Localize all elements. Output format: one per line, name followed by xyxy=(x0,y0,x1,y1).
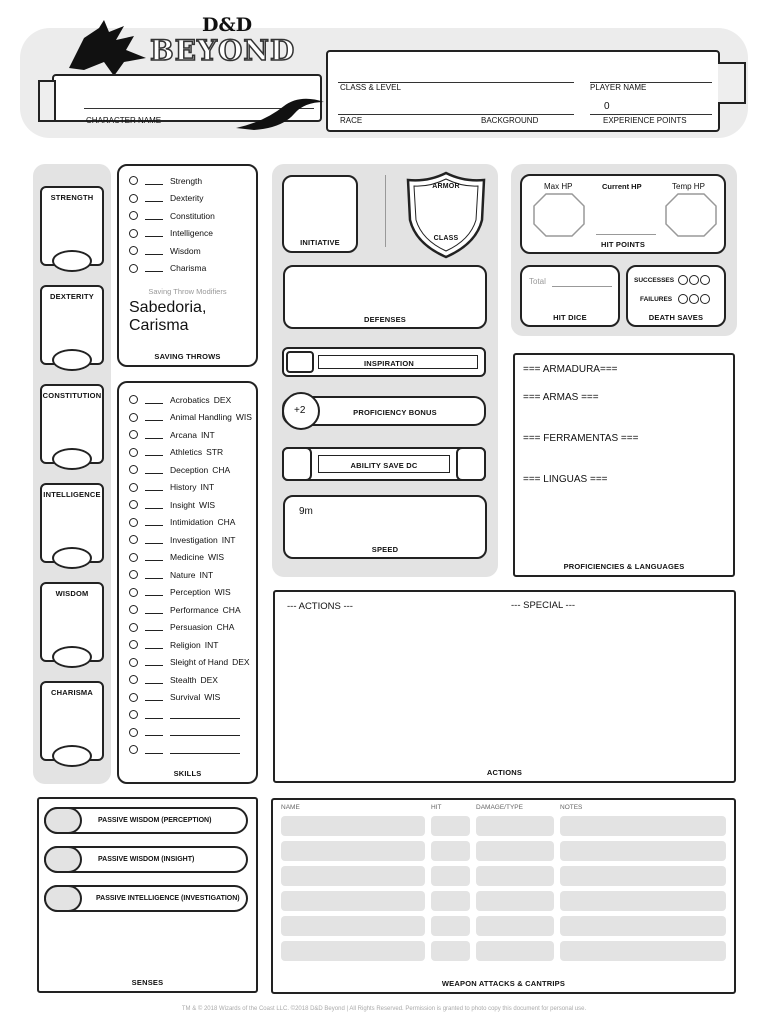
ability-constitution[interactable]: CONSTITUTION xyxy=(40,384,104,464)
player-name-label: PLAYER NAME xyxy=(590,83,647,92)
saving-throws-box xyxy=(117,164,258,367)
skill-ability: WIS xyxy=(214,587,231,598)
skill-ability: CHA xyxy=(216,622,235,633)
skill-ability: WIS xyxy=(208,552,225,563)
skill-row[interactable] xyxy=(129,479,256,497)
class-level-label: CLASS & LEVEL xyxy=(340,83,401,92)
prof-tools: === FERRAMENTAS === xyxy=(523,433,639,444)
skill-ability: STR xyxy=(206,447,224,458)
skill-ability: DEX xyxy=(213,394,232,405)
skill-name: Persuasion xyxy=(170,622,213,633)
skill-ability: INT xyxy=(200,429,215,440)
defenses-box[interactable]: DEFENSES xyxy=(283,265,487,329)
initiative-box[interactable]: INITIATIVE xyxy=(282,175,358,253)
proficiency-circle-icon[interactable] xyxy=(129,176,138,185)
skill-name: Perception xyxy=(170,587,211,598)
race-label: RACE xyxy=(340,116,363,125)
proficiency-circle-icon[interactable] xyxy=(129,640,138,649)
skill-name: Deception xyxy=(170,464,209,475)
prof-armor: === ARMADURA=== xyxy=(523,364,618,375)
skills-list xyxy=(129,391,256,706)
proficiency-circle-icon[interactable] xyxy=(129,745,138,754)
ability-strength[interactable]: STRENGTH xyxy=(40,186,104,266)
weapon-row[interactable] xyxy=(281,916,726,936)
skill-name: Performance xyxy=(170,604,219,615)
ability-charisma[interactable]: CHARISMA xyxy=(40,681,104,761)
passive-investigation[interactable]: PASSIVE INTELLIGENCE (INVESTIGATION) xyxy=(44,885,248,912)
ability-modifier[interactable] xyxy=(52,745,92,767)
race-field[interactable] xyxy=(338,114,574,115)
skill-ability: CHA xyxy=(222,604,241,615)
passive-perception[interactable]: PASSIVE WISDOM (PERCEPTION) xyxy=(44,807,248,834)
player-name-value: 0 xyxy=(604,101,610,112)
ability-modifier[interactable] xyxy=(52,547,92,569)
skill-name: Insight xyxy=(170,499,196,510)
proficiency-circle-icon[interactable] xyxy=(129,535,138,544)
saving-throw-row[interactable]: Strength xyxy=(129,172,256,190)
skill-ability: INT xyxy=(221,534,236,545)
background-label: BACKGROUND xyxy=(481,116,539,125)
weapon-attacks-box: NAME HIT DAMAGE/TYPE NOTES WEAPON ATTACKS & CANTRIPS xyxy=(271,798,736,994)
skill-ability: DEX xyxy=(200,674,218,685)
proficiency-circle-icon[interactable] xyxy=(129,246,138,255)
inspiration-field[interactable]: INSPIRATION xyxy=(282,347,486,377)
ability-modifier[interactable] xyxy=(52,349,92,371)
passive-insight[interactable]: PASSIVE WISDOM (INSIGHT) xyxy=(44,846,248,873)
ability-intelligence[interactable]: INTELLIGENCE xyxy=(40,483,104,563)
speed-box[interactable]: 9m SPEED xyxy=(283,495,487,559)
actions-box[interactable]: --- ACTIONS --- --- SPECIAL --- ACTIONS xyxy=(273,590,736,783)
skill-name: Stealth xyxy=(170,674,197,685)
skill-ability: CHA xyxy=(212,464,231,475)
header-right-tab xyxy=(718,62,746,104)
skill-row[interactable] xyxy=(129,409,256,427)
skill-row[interactable] xyxy=(129,391,256,409)
skill-row[interactable] xyxy=(129,549,256,567)
proficiency-circle-icon[interactable] xyxy=(129,500,138,509)
success-checkboxes[interactable] xyxy=(678,275,710,285)
ability-modifier[interactable] xyxy=(52,646,92,668)
xp-field[interactable] xyxy=(590,114,712,115)
proficiency-circle-icon[interactable] xyxy=(129,518,138,527)
skill-row[interactable] xyxy=(129,531,256,549)
proficiency-circle-icon[interactable] xyxy=(129,675,138,684)
skill-ability: WIS xyxy=(204,692,221,703)
saving-throw-row[interactable]: Intelligence xyxy=(129,225,256,243)
skill-row[interactable] xyxy=(129,619,256,637)
skill-row-blank[interactable] xyxy=(129,724,256,742)
skill-ability: WIS xyxy=(199,499,216,510)
skill-row[interactable] xyxy=(129,689,256,707)
skill-name: Athletics xyxy=(170,447,203,458)
proficiency-circle-icon[interactable] xyxy=(129,623,138,632)
proficiency-circle-icon[interactable] xyxy=(129,693,138,702)
proficiency-circle-icon[interactable] xyxy=(129,211,138,220)
xp-label: EXPERIENCE POINTS xyxy=(603,116,687,125)
divider xyxy=(385,175,386,247)
skill-ability: WIS xyxy=(235,412,252,423)
skill-ability: INT xyxy=(199,569,214,580)
skill-name: Medicine xyxy=(170,552,205,563)
saving-throw-modifiers-value[interactable]: Sabedoria, Carisma xyxy=(129,299,207,334)
skill-row[interactable] xyxy=(129,584,256,602)
proficiency-circle-icon[interactable] xyxy=(129,588,138,597)
temp-hp-octagon-icon[interactable] xyxy=(664,192,718,238)
skills-title: SKILLS xyxy=(173,769,202,778)
saving-throw-row[interactable]: Constitution xyxy=(129,207,256,225)
ability-save-dc-field[interactable]: ABILITY SAVE DC xyxy=(282,447,486,481)
footer-copyright: TM & © 2018 Wizards of the Coast LLC. ©2018 D&D Beyond | All Rights Reserved. Permission is granted to photo copy this document for personal use. xyxy=(181,1006,587,1012)
armor-class-label: CLASS xyxy=(433,235,459,242)
proficiencies-box[interactable]: === ARMADURA=== === ARMAS === === FERRAMENTAS === === LINGUAS === PROFICIENCIES & LANGUAGES xyxy=(513,353,735,577)
proficiency-circle-icon[interactable] xyxy=(129,483,138,492)
saving-throw-row[interactable]: Charisma xyxy=(129,260,256,278)
proficiency-circle-icon[interactable] xyxy=(129,553,138,562)
max-hp-octagon-icon[interactable] xyxy=(532,192,586,238)
weapon-row[interactable] xyxy=(281,866,726,886)
saving-throw-row[interactable]: Dexterity xyxy=(129,190,256,208)
proficiency-circle-icon[interactable] xyxy=(129,194,138,203)
weapon-row[interactable] xyxy=(281,891,726,911)
weapon-row[interactable] xyxy=(281,841,726,861)
death-saves-box: SUCCESSES FAILURES DEATH SAVES xyxy=(626,265,726,327)
prof-weapons: === ARMAS === xyxy=(523,392,599,403)
proficiency-bonus-value: +2 xyxy=(294,405,306,416)
skill-row[interactable] xyxy=(129,461,256,479)
proficiency-circle-icon[interactable] xyxy=(129,413,138,422)
skills-box xyxy=(117,381,258,784)
logo-dnd: D&D xyxy=(202,14,253,36)
skill-name: Religion xyxy=(170,639,201,650)
ability-modifier[interactable] xyxy=(52,250,92,272)
actions-header-text: --- ACTIONS --- xyxy=(287,601,353,612)
skill-row[interactable] xyxy=(129,636,256,654)
proficiency-circle-icon[interactable] xyxy=(129,264,138,273)
skill-name: Arcana xyxy=(170,429,197,440)
skill-ability: INT xyxy=(204,639,219,650)
skill-row[interactable] xyxy=(129,654,256,672)
skill-name: Survival xyxy=(170,692,201,703)
proficiency-bonus-field[interactable]: +2 PROFICIENCY BONUS xyxy=(282,396,486,426)
skill-row[interactable] xyxy=(129,426,256,444)
skill-name: Investigation xyxy=(170,534,218,545)
failure-checkboxes[interactable] xyxy=(678,294,710,304)
proficiency-circle-icon[interactable] xyxy=(129,710,138,719)
armor-label: ARMOR xyxy=(432,183,460,190)
ability-modifier[interactable] xyxy=(52,448,92,470)
proficiency-circle-icon[interactable] xyxy=(129,465,138,474)
proficiency-circle-icon[interactable] xyxy=(129,570,138,579)
proficiency-circle-icon[interactable] xyxy=(129,430,138,439)
senses-box: SENSES xyxy=(37,797,258,993)
ability-wisdom[interactable]: WISDOM xyxy=(40,582,104,662)
skill-row-blank[interactable] xyxy=(129,706,256,724)
skill-row[interactable] xyxy=(129,514,256,532)
skill-ability: INT xyxy=(200,482,215,493)
proficiency-circle-icon[interactable] xyxy=(129,395,138,404)
prof-languages: === LINGUAS === xyxy=(523,474,608,485)
proficiency-circle-icon[interactable] xyxy=(129,728,138,737)
weapon-row[interactable] xyxy=(281,941,726,961)
logo-beyond: BEYOND xyxy=(150,34,296,67)
skill-row[interactable] xyxy=(129,444,256,462)
ability-dexterity[interactable]: DEXTERITY xyxy=(40,285,104,365)
special-header-text: --- SPECIAL --- xyxy=(511,600,576,611)
skill-row[interactable] xyxy=(129,601,256,619)
character-name-label: CHARACTER NAME xyxy=(86,116,162,125)
skill-row[interactable] xyxy=(129,496,256,514)
saving-throw-row[interactable]: Wisdom xyxy=(129,242,256,260)
skill-name: Animal Handling xyxy=(170,412,232,423)
speed-value: 9m xyxy=(299,506,313,517)
skill-ability: DEX xyxy=(232,657,250,668)
weapon-row[interactable] xyxy=(281,816,726,836)
skill-row[interactable] xyxy=(129,566,256,584)
inspiration-checkbox[interactable] xyxy=(286,351,314,373)
proficiency-circle-icon[interactable] xyxy=(129,448,138,457)
skill-ability: CHA xyxy=(217,517,236,528)
saving-throw-modifiers-label: Saving Throw Modifiers xyxy=(148,287,227,296)
proficiency-circle-icon[interactable] xyxy=(129,605,138,614)
proficiency-circle-icon[interactable] xyxy=(129,229,138,238)
skill-row-blank[interactable] xyxy=(129,741,256,759)
banner-flourish-icon xyxy=(234,92,330,132)
hit-points-box: Max HP Current HP Temp HP HIT POINTS xyxy=(520,174,726,254)
skill-row[interactable] xyxy=(129,671,256,689)
skill-name: Intimidation xyxy=(170,517,214,528)
current-hp-field[interactable] xyxy=(596,234,656,235)
saving-throws-title: SAVING THROWS xyxy=(154,352,221,361)
skill-name: Acrobatics xyxy=(170,394,210,405)
proficiency-circle-icon[interactable] xyxy=(129,658,138,667)
skill-name: History xyxy=(170,482,197,493)
skill-name: Nature xyxy=(170,569,196,580)
hit-dice-box[interactable]: Total HIT DICE xyxy=(520,265,620,327)
skill-name: Sleight of Hand xyxy=(170,657,229,668)
